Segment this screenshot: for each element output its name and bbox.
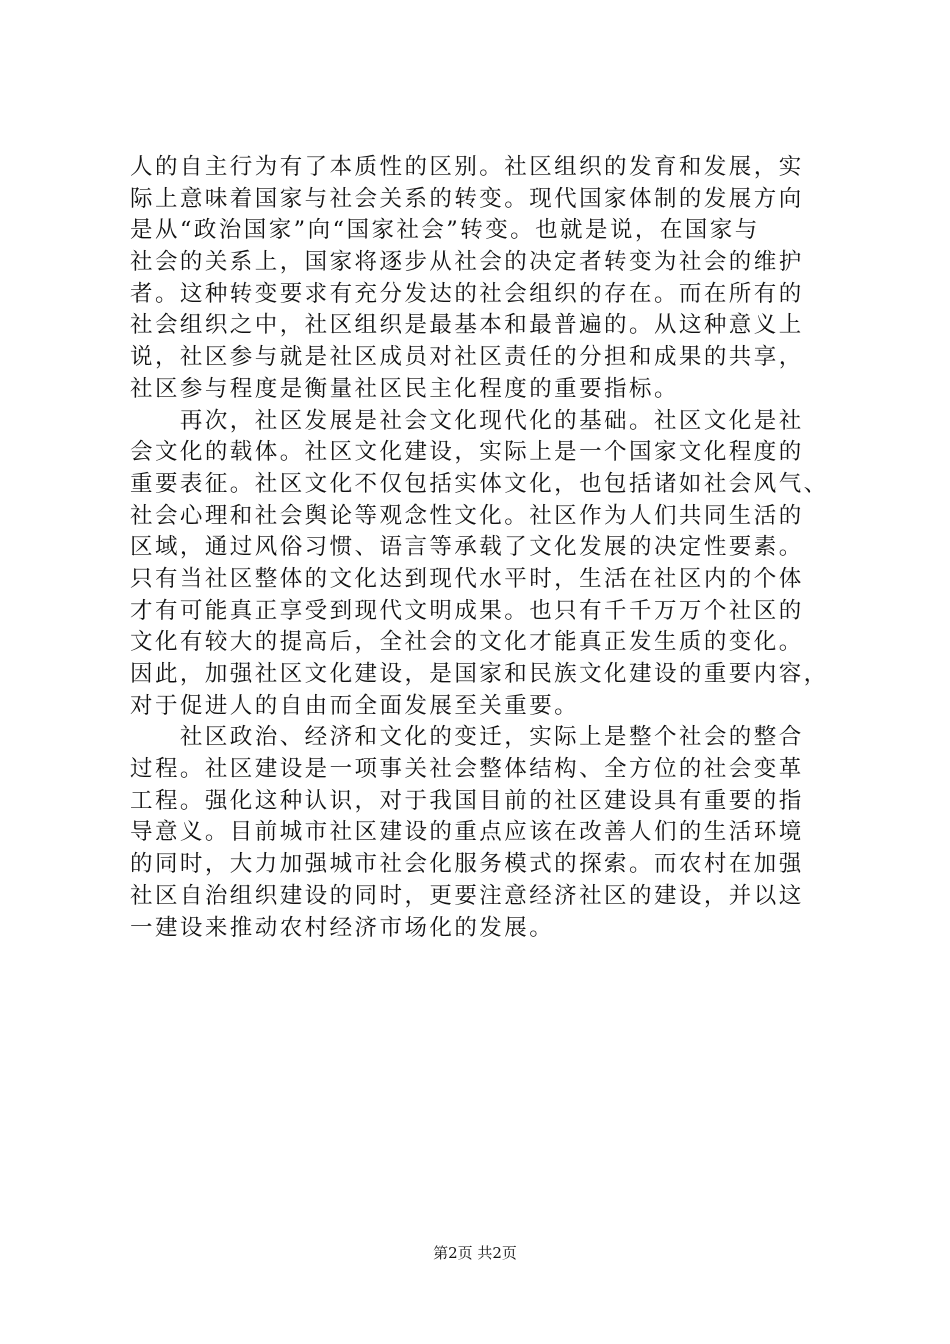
text-line: 社区自治组织建设的同时，更要注意经济社区的建设，并以这 (130, 882, 804, 909)
text-line: 才有可能真正享受到现代文明成果。也只有千千万万个社区的 (130, 597, 804, 624)
document-body (130, 152, 830, 944)
text-line: 一建设来推动农村经济市场化的发展。 (130, 914, 555, 941)
text-line: 者。这种转变要求有充分发达的社会组织的存在。而在所有的 (130, 280, 804, 307)
text-line: 再次，社区发展是社会文化现代化的基础。社区文化是社 (130, 407, 804, 434)
text-line: 重要表征。社区文化不仅包括实体文化，也包括诸如社会风气、 (130, 470, 829, 497)
text-line: 说，社区参与就是社区成员对社区责任的分担和成果的共享， (130, 344, 804, 371)
text-line: 因此，加强社区文化建设，是国家和民族文化建设的重要内容， (130, 661, 829, 687)
text-line: 导意义。目前城市社区建设的重点应该在改善人们的生活环境 (130, 819, 804, 846)
text-line: 对于促进人的自由而全面发展至关重要。 (130, 692, 580, 719)
text-line: 社会组织之中，社区组织是最基本和最普遍的。从这种意义上 (130, 312, 804, 339)
text-line: 际上意味着国家与社会关系的转变。现代国家体制的发展方向 (130, 185, 804, 212)
text-line: 区域，通过风俗习惯、语言等承载了文化发展的决定性要素。 (130, 534, 804, 561)
text-line: 只有当社区整体的文化达到现代水平时，生活在社区内的个体 (130, 565, 804, 592)
text-line: 文化有较大的提高后，全社会的文化才能真正发生质的变化。 (130, 629, 804, 656)
text-line: 会文化的载体。社区文化建设，实际上是一个国家文化程度的 (130, 439, 804, 466)
text-line: 社会心理和社会舆论等观念性文化。社区作为人们共同生活的 (130, 502, 804, 529)
page-number-footer: 第2页 共2页 (433, 1244, 517, 1262)
text-line: 是从“政治国家”向“国家社会”转变。也就是说，在国家与 (130, 217, 760, 244)
text-line: 社区政治、经济和文化的变迁，实际上是整个社会的整合 (130, 724, 804, 751)
text-line: 的同时，大力加强城市社会化服务模式的探索。而农村在加强 (130, 851, 804, 878)
text-line: 社会的关系上，国家将逐步从社会的决定者转变为社会的维护 (130, 249, 804, 276)
text-line: 工程。强化这种认识，对于我国目前的社区建设具有重要的指 (130, 787, 804, 814)
text-line: 过程。社区建设是一项事关社会整体结构、全方位的社会变革 (130, 756, 804, 783)
text-line: 社区参与程度是衡量社区民主化程度的重要指标。 (130, 375, 679, 402)
text-line: 人的自主行为有了本质性的区别。社区组织的发育和发展，实 (130, 154, 804, 180)
